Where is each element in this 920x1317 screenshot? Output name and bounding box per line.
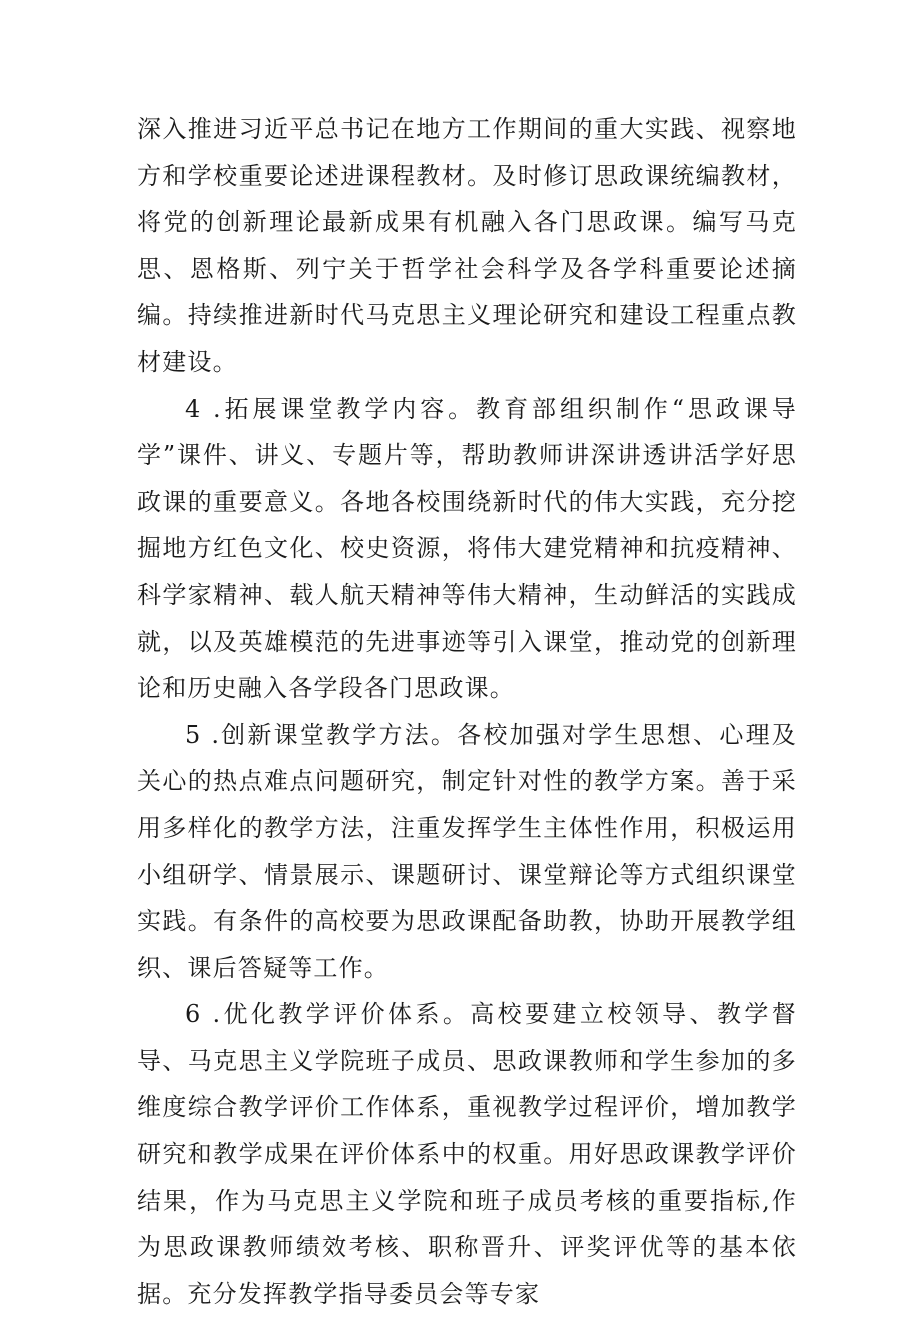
paragraph-item-4: 4 .拓展课堂教学内容。教育部组织制作“思政课导学”课件、讲义、专题片等，帮助教师讲深讲透讲活学好思政课的重要意义。各地各校围绕新时代的伟大实践，充分挖掘地方红色文化、校史资源，将伟大建党精神和抗疫精神、科学家精神、载人航天精神等伟大精神，生动鲜活的实践成就，以及英雄模范的先进事迹等引入课堂，推动党的创新理论和历史融入各学段各门思政课。 [137,394,797,703]
paragraph-item-5: 5 .创新课堂教学方法。各校加强对学生思想、心理及关心的热点难点问题研究，制定针对性的教学方案。善于采用多样化的教学方法，注重发挥学生主体性作用，积极运用小组研学、情景展示、课题研讨、课堂辩论等方式组织课堂实践。有条件的高校要为思政课配备助教，协助开展教学组织、课后答疑等工作。 [137,720,797,982]
document-body [137,106,797,1317]
paragraph-continuation: 深入推进习近平总书记在地方工作期间的重大实践、视察地方和学校重要论述进课程教材。及时修订思政课统编教材，将党的创新理论最新成果有机融入各门思政课。编写马克思、恩格斯、列宁关于哲学社会科学及各学科重要论述摘编。持续推进新时代马克思主义理论研究和建设工程重点教材建设。 [137,115,797,376]
paragraph-item-6: 6 .优化教学评价体系。高校要建立校领导、教学督导、马克思主义学院班子成员、思政课教师和学生参加的多维度综合教学评价工作体系，重视教学过程评价，增加教学研究和教学成果在评价体系中的权重。用好思政课教学评价结果，作为马克思主义学院和班子成员考核的重要指标,作为思政课教师绩效考核、职称晋升、评奖评优等的基本依据。充分发挥教学指导委员会等专家 [137,1000,797,1308]
